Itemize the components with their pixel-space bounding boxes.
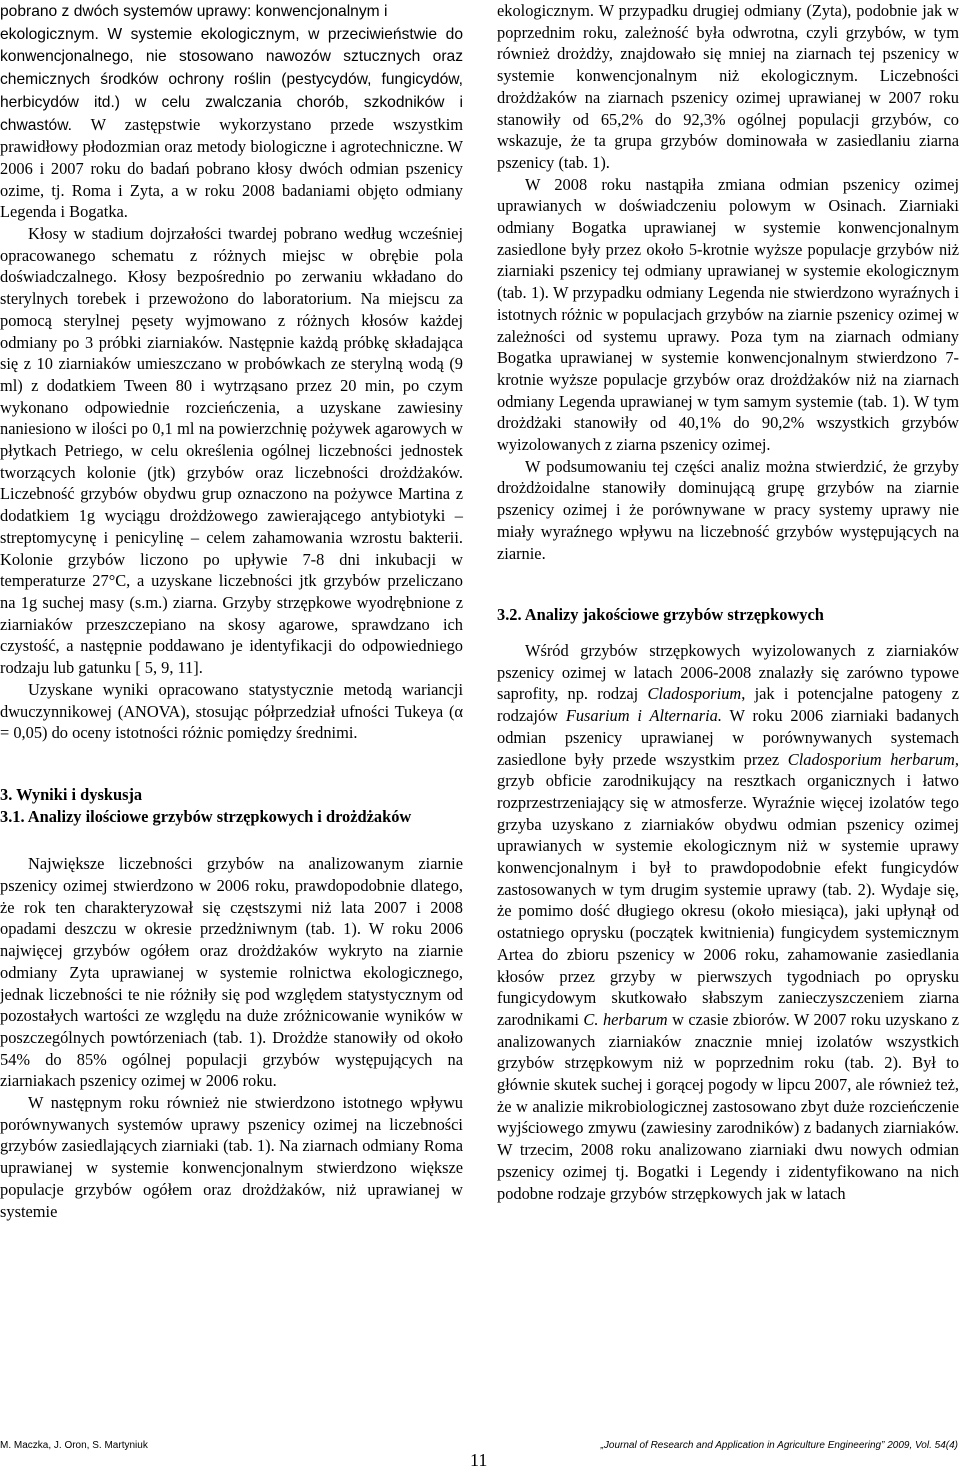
paragraph-study-design [0,0,463,223]
right-column [497,0,959,1204]
paragraph-qualitative [497,640,959,1204]
species-c-herbarum: C. herbarum [583,1009,668,1029]
intro-line-2: ekologicznym. [0,25,99,43]
footer-authors: M. Maczka, J. Oron, S. Martyniuk [0,1440,148,1451]
qual-text-e: w czasie zbiorów. W 2007 roku uzyskano z analizowanych ziarniaków znacznie mniej izolatów wszystkich grzybów strzępkowym niż w poprzednim roku (tab. 2). Był to głównie skutek suchej i gorącej pogody w lipcu 2007, ale również też, że w analizie mikrobiologicznej zastosowano zbyt duże rozcieńczenie wyjściowego zmywu (zawiesiny zarodników) z badanych ziarniaków. W trzecim, 2008 roku analizowano ziarniaki dwu nowych odmian pszenicy ozimej tj. Bogatki i Legendy i zidentyfikowano na nich podobne rodzaje grzybów strzępkowych jak w latach [497,1009,959,1203]
footer-journal: „Journal of Research and Application in Agriculture Engineering” 2009, Vol. 54(4) [600,1440,958,1451]
paragraph-statistics: Uzyskane wyniki opracowano statystycznie metodą wariancji dwuczynnikowej (ANOVA), stosując półprzedział ufności Tukeya (α = 0,05) do oceny istotności różnic pomiędzy średnimi. [0,679,463,743]
qual-text-b: , jak i potencjalne patogeny z rodzajów [497,684,960,726]
paragraph-continued-2007: ekologicznym. W przypadku drugiej odmiany (Zyta), podobnie jak w poprzednim roku, zależność była odwrotna, czyli grzybów, w tym również drożdży, znajdowało się mniej na ziarnach tej pszenicy w systemie konwencjonalnym niż ekologicznym. Liczebności drożdżaków na ziarnach pszenicy ozimej uprawianej w 2007 roku stanowiły od 65,2% do 92,3% ogólnej populacji grzybów, co wskazuje, że ta grupa grzybów dominowała w zasiedlaniu ziarna pszenicy (tab. 1). [497,1,959,172]
left-column [0,0,463,1222]
paragraph-methods: Kłosy w stadium dojrzałości twardej pobrano według wcześniej opracowanego schematu z różnych miejsc w obrębie pola doświadczalnego. Kłosy bezpośrednio po zerwaniu wkładano do sterylnych torebek i przewożono do laboratorium. Na miejscu za pomocą sterylnej pęsety wyjmowano z różnych kłosów każdej odmiany po 3 próbki ziarniaków. Następnie każdą próbkę składająca się z 10 ziarniaków umieszczano w probówkach ze sterylną wodą (9 ml) z dodatkiem Tween 80 i wytrząsano przez 20 min, po czym wykonano odpowiednie rozcieńczenia, a uzyskane zawiesiny naniesiono w ilości po 0,1 ml na powierzchnię pożywek agarowych w płytkach Petriego, w celu określenia ogólnej liczebności jednostek tworzących kolonie (jtk) grzybów oraz liczebności drożdżaków. Liczebność grzybów obydwu grup oznaczono na pożywce Martina z dodatkiem 1g wyciągu drożdżowego zawierającego antybiotyki – streptomycynę i penicylinę – celem zahamowania wzrostu bakterii. Kolonie grzybów liczono po upływie 7-8 dni inkubacji w temperaturze 27°C, a uzyskane liczebności jtk grzybów przeliczano na 1g suchej masy (s.m.) ziarna. Grzyby strzępkowe wyodrębnione z ziarniaków przeszczepiano na skosy agarowe, sprawdzano ich czystość, a następnie poddawano je identyfikacji do odpowiedniego rodzaju lub gatunku [ 5, 9, 11]. [0,224,463,678]
paragraph-2007-results: W następnym roku również nie stwierdzono istotnego wpływu porównywanych systemów uprawy pszenicy ozimej na liczebności grzybów zasiedlających ziarniaki (tab. 1). Na ziarnach odmiany Roma uprawianej w systemie konwencjonalnym stwierdzono większe populacje grzybów ogółem oraz drożdżaków, niż uprawianej w systemie [0,1093,463,1221]
species-cladosporium-herbarum: Cladosporium herbarum [787,749,955,769]
page-footer [0,1440,960,1473]
intro-rest: W zastępstwie wykorzystano przede wszystkim prawidłowy płodozmian oraz metody biologiczne i agrotechniczne. W 2006 i 2007 roku do badań pobrano kłosy dwóch odmian pszenicy ozime, tj. Roma i Zyta, a w roku 2008 badaniami objęto odmiany Legenda i Bogatka. [0,114,463,222]
species-fusarium-alternaria: Fusarium i Alternaria. [565,706,722,726]
paragraph-2006-results: Największe liczebności grzybów na analizowanym ziarnie pszenicy ozimej stwierdzono w 2006 roku, prawdopodobnie dlatego, że rok ten charakteryzował się częstszymi niż lata 2007 i 2008 opadami deszczu w okresie przedżniwnym (tab. 1). W roku 2006 najwięcej grzybów ogółem oraz drożdżaków wykryto na ziarnie odmiany Zyta uprawianej w systemie rolnictwa ekologicznego, jednak liczebności te nie różniły się pod względem statystycznym od pozostałych wartości ze względu na duże zróżnicowanie wyników w poszczególnych powtórzeniach (tab. 1). Drożdże stanowiły od około 54% do 85% ogólnej populacji grzybów występujących na ziarniakach pszenicy ozimej w 2006 roku. [0,854,463,1091]
paragraph-2008-results: W 2008 roku nastąpiła zmiana odmian pszenicy ozimej uprawianych w doświadczeniu polowym w Osinach. Ziarniaki odmiany Bogatka uprawianej w systemie konwencjonalnym zasiedlone były przez około 5-krotnie wyższe populacje grzybów niż ziarniaki pszenicy tej odmiany uprawianej w systemie ekologicznym (tab. 1). W przypadku odmiany Legenda nie stwierdzono wyraźnych i istotnych różnic w populacjach grzybów na ziarnie pszenicy ozimej w zależności od systemu uprawy. Poza tym na ziarnach odmiany Bogatka uprawianej w systemie konwencjonalnym stwierdzono 7-krotnie wyższe populacje grzybów oraz drożdżaków niż na ziarnach odmiany Legenda uprawianej w tym samym systemie (tab. 1). W tym drożdżaki stanowiły od 40,1% do 90,2% wszystkich grzybów wyizolowanych z ziarna pszenicy ozimej. [497,174,959,455]
qual-text-d: , grzyb obficie zarodnikujący na resztkach organicznych i łatwo rozprzestrzeniający się w atmosferze. Wyraźnie więcej izolatów tego grzyba uzyskano z ziarniaków obydwu odmian pszenicy ozimej uprawianych w systemie ekologicznym niż w systemie uprawy konwencjonalnym i był to prawdopodobnie efekt fungicydów zastosowanych w tym drugim systemie uprawy (tab. 2). Wydaje się, że pomimo dość długiego okresu (około miesiąca), jaki upłynął od ostatniego oprysku (początek kwitnienia) fungicydem systemicznym Artea do zbioru pszenicy w 2006 roku, zahamowanie zasiedlania kłosów przez grzyby w pierwszych tygodniach po oprysku fungicydowym skutkowało słabszym zanieczyszczeniem ziarna zarodnikami [497,749,959,1029]
species-cladosporium: Cladosporium [647,684,742,704]
intro-sans-tail: W systemie ekologicznym, w przeciwieństwie do konwencjonalnego, nie stosowano nawozów sztucznych oraz chemicznych środków ochrony roślin (pestycydów, fungicydów, herbicydów itd.) w celu zwalczania chorób, szkodników i chwastów. [0,25,463,134]
qual-text-a: Wśród grzybów strzępkowych wyizolowanych z ziarniaków pszenicy ozimej w latach 2006-2008 znalazły się zarówno typowe saprofity, np. rodzaj [497,640,959,704]
page-number: 11 [470,1450,488,1470]
section-heading-results: 3. Wyniki i dyskusja [0,784,143,804]
subsection-heading-quantitative: 3.1. Analizy ilościowe grzybów strzępkowych i drożdżaków [0,806,412,826]
paragraph-summary: W podsumowaniu tej części analiz można stwierdzić, że grzyby drożdżoidalne stanowiły dominującą grupę grzybów na ziarnie pszenicy ozimej i że porównywane w pracy systemy uprawy nie miały wyraźnego wpływu na liczebność grzybów występujących na ziarnie. [497,456,959,563]
intro-line-1: pobrano z dwóch systemów uprawy: konwencjonalnym i [0,3,388,20]
subsection-heading-qualitative: 3.2. Analizy jakościowe grzybów strzępkowych [497,605,824,625]
qual-text-c: W roku 2006 ziarniaki badanych odmian pszenicy uprawianej w porównywanych systemach zasiedlone były przede wszystkim przez [497,706,960,769]
